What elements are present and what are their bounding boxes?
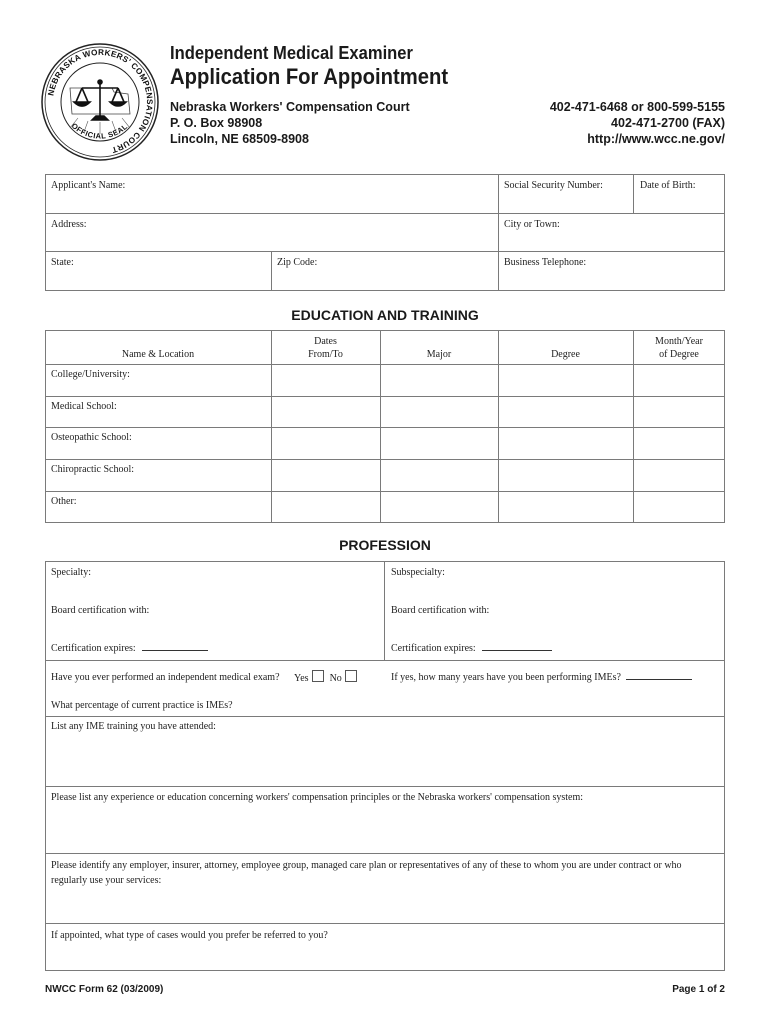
cert-expires-label-left: Certification expires: (51, 643, 136, 654)
cert-expires-field-left[interactable] (51, 643, 208, 654)
svg-text:OFFICIAL SEAL (70, 121, 130, 141)
applicant-name-field[interactable]: Applicant's Name: (51, 180, 126, 191)
education-heading: EDUCATION AND TRAINING (291, 307, 479, 323)
cert-expires-blank-right[interactable] (482, 650, 552, 651)
board-cert-field-right[interactable]: Board certification with: (391, 605, 490, 616)
ime-answer-options (294, 670, 363, 684)
page-number: Page 1 of 2 (672, 984, 725, 995)
ime-years-blank[interactable] (626, 679, 692, 680)
no-checkbox[interactable] (345, 670, 357, 682)
seal-inner-text: OFFICIAL SEAL (69, 121, 130, 141)
education-row-college[interactable]: College/University: (51, 369, 130, 380)
col-month-year-line1: Month/Year (655, 336, 703, 347)
yes-checkbox[interactable] (312, 670, 324, 682)
court-fax: 402-471-2700 (FAX) (611, 116, 725, 130)
ssn-field[interactable]: Social Security Number: (504, 180, 603, 191)
education-row-other[interactable]: Other: (51, 496, 77, 507)
ime-years-field[interactable] (391, 672, 692, 683)
seal-emblem (40, 42, 160, 162)
ime-percentage-field[interactable]: What percentage of current practice is IMEs? (51, 700, 233, 711)
col-degree: Degree (551, 349, 580, 360)
ime-question: Have you ever performed an independent medical exam? (51, 672, 280, 683)
col-name-location: Name & Location (121, 349, 195, 360)
seal-outer-text: NEBRASKA WORKERS' COMPENSATION COURT (46, 47, 155, 155)
board-cert-field-left[interactable]: Board certification with: (51, 605, 150, 616)
yes-label: Yes (294, 673, 309, 684)
col-major: Major (426, 349, 452, 360)
zip-field[interactable]: Zip Code: (277, 257, 318, 268)
col-dates (271, 335, 380, 361)
city-field[interactable]: City or Town: (504, 219, 560, 230)
specialty-field[interactable]: Specialty: (51, 567, 91, 578)
ime-years-question: If yes, how many years have you been performing IMEs? (391, 672, 621, 683)
col-month-year (633, 335, 725, 361)
court-website[interactable]: http://www.wcc.ne.gov/ (587, 132, 725, 146)
col-month-year-line2: of Degree (659, 349, 699, 360)
no-label: No (329, 673, 342, 684)
col-dates-line1: Dates (314, 336, 337, 347)
form-title: Application For Appointment (170, 64, 449, 89)
applicant-info-table (45, 174, 725, 291)
court-city-state: Lincoln, NE 68509-8908 (170, 132, 309, 146)
cert-expires-label-right: Certification expires: (391, 643, 476, 654)
dob-field[interactable]: Date of Birth: (640, 180, 696, 191)
court-po-box: P. O. Box 98908 (170, 116, 263, 130)
ime-training-field[interactable]: List any IME training you have attended: (51, 721, 216, 732)
cert-expires-field-right[interactable] (391, 643, 552, 654)
education-row-chiropractic[interactable]: Chiropractic School: (51, 464, 135, 475)
col-dates-line2: From/To (308, 349, 343, 360)
business-phone-field[interactable]: Business Telephone: (504, 257, 587, 268)
form-number: NWCC Form 62 (03/2009) (45, 984, 164, 995)
address-field[interactable]: Address: (51, 219, 87, 230)
subspecialty-field[interactable]: Subspecialty: (391, 567, 445, 578)
employer-field[interactable]: Please identify any employer, insurer, attorney, employee group, managed care plan or representatives of any of these to whom you are under contract or who regularly use your services: (51, 860, 682, 886)
education-row-medical[interactable]: Medical School: (51, 401, 117, 412)
court-phone: 402-471-6468 or 800-599-5155 (549, 100, 725, 114)
official-seal (40, 42, 160, 162)
cert-expires-blank-left[interactable] (142, 650, 208, 651)
profession-heading: PROFESSION (339, 537, 431, 553)
state-field[interactable]: State: (51, 257, 74, 268)
experience-field[interactable]: Please list any experience or education concerning workers' compensation principles or the Nebraska workers' compensation system: (51, 792, 584, 803)
court-name: Nebraska Workers' Compensation Court (170, 100, 410, 114)
form-subtitle: Independent Medical Examiner (170, 43, 413, 63)
education-row-osteopathic[interactable]: Osteopathic School: (51, 432, 132, 443)
preferred-cases-field[interactable]: If appointed, what type of cases would you prefer be referred to you? (51, 930, 328, 941)
